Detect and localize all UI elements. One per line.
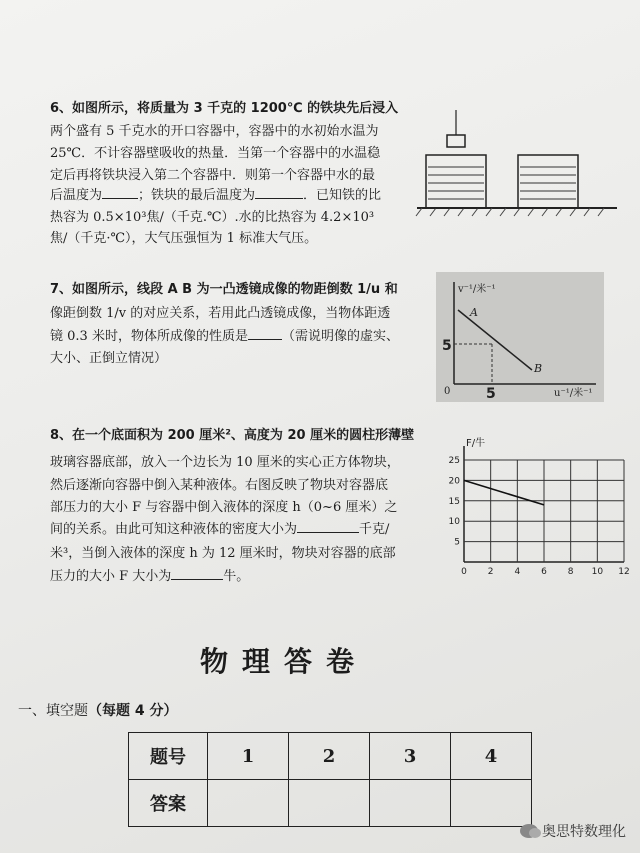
q8-y-tick-3: 20: [448, 476, 460, 487]
q8-blank-2[interactable]: [171, 579, 223, 580]
q8-line-2: 玻璃容器底部，放入一个边长为 10 厘米的实心正方体物块，: [50, 455, 400, 470]
answer-cell-3[interactable]: [370, 780, 451, 827]
q8-line-4: 部压力的大小 F 与容器中倒入液体的深度 h（0~6 厘米）之: [50, 500, 398, 515]
q7-point-b: B: [534, 362, 543, 375]
q7-tick-x: 5: [486, 386, 496, 402]
iron-block: [447, 135, 465, 147]
container-1-water: [428, 167, 484, 199]
section-fill-blank: [18, 700, 178, 720]
container-1: [426, 155, 486, 208]
q8-x-tick-4: 8: [567, 567, 574, 577]
q8-text-a: 间的关系。由此可知这种液体的密度大小为: [50, 522, 298, 537]
q8-text-b: 千克/: [359, 522, 390, 537]
q8-line-5: [50, 522, 389, 538]
q6-line-7: 焦/（千克·℃），大气压强恒为 1 标准大气压。: [50, 231, 318, 246]
answer-table-answer-row: [129, 780, 532, 827]
q8-x-tick-5: 10: [591, 567, 604, 577]
q6-line-3: 25℃．不计容器壁吸收的热量．当第一个容器中的水温稳: [50, 146, 381, 161]
q7-point-a: A: [470, 306, 478, 319]
q7-text-a: 镜 0.3 米时，物体所成像的性质是: [50, 329, 248, 344]
q6-line-4: 定后再将铁块浸入第二个容器中．则第一个容器中水的最: [50, 168, 376, 183]
q8-y-tick-0: 5: [454, 537, 460, 548]
q6-text-a: 后温度为: [50, 188, 103, 203]
q6-line-6: 热容为 0.5×10³焦/（千克.℃）.水的比热容为 4.2×10³: [50, 210, 375, 225]
q8-y-label: F/牛: [466, 438, 486, 449]
answer-sheet-title: 物理答卷: [200, 645, 369, 678]
watermark: [520, 821, 626, 841]
q8-y-tick-2: 15: [448, 496, 460, 507]
q8-text-c: 压力的大小 F 大小为: [50, 569, 172, 584]
answer-cell-4[interactable]: [451, 780, 532, 827]
q8-text-d: 牛。: [223, 569, 250, 584]
row-label: 答案: [129, 780, 208, 827]
ground-hatch: [416, 208, 604, 216]
q6-blank-1[interactable]: [102, 198, 138, 199]
wechat-icon: [520, 824, 538, 838]
question-number-2: 2: [289, 733, 370, 780]
q7-line-3: [50, 329, 399, 345]
question-number-1: 1: [208, 733, 289, 780]
q8-y-tick-1: 10: [448, 517, 460, 528]
q8-x-tick-1: 2: [487, 567, 494, 577]
q8-y-tick-4: 25: [448, 456, 460, 466]
q6-text-b: ；铁块的最后温度为: [138, 188, 256, 203]
q8-x-tick-2: 4: [514, 567, 521, 577]
q7-line-2: 像距倒数 1/v 的对应关系，若用此凸透镜成像，当物体距透: [50, 306, 391, 321]
q6-line-1: 6、如图所示，将质量为 3 千克的 1200℃ 的铁块先后浸入: [50, 101, 399, 116]
q6-line-5: [50, 188, 381, 204]
q7-text-b: （需说明像的虚实、: [281, 329, 399, 344]
q8-x-tick-3: 6: [541, 567, 547, 577]
q8-grid: [464, 446, 624, 562]
q7-x-label: u⁻¹/米⁻¹: [554, 388, 593, 399]
q7-origin: 0: [444, 386, 451, 397]
q7-blank[interactable]: [248, 339, 282, 340]
watermark-text: 奥思特数理化: [542, 824, 626, 840]
q8-line-7: [50, 569, 249, 585]
q7-line-4: 大小、正倒立情况）: [50, 351, 168, 366]
q8-x-tick-0: 0: [461, 567, 467, 577]
q8-line-3: 然后逐渐向容器中倒入某种液体。右图反映了物块对容器底: [50, 478, 389, 493]
q7-y-label: v⁻¹/米⁻¹: [458, 284, 496, 295]
q8-x-tick-6: 12: [618, 567, 630, 577]
q7-tick-y: 5: [442, 338, 452, 354]
section-note: （每题 4 分）: [88, 703, 178, 719]
q8-force-depth-chart: [446, 432, 630, 584]
section-title: 一、填空题: [18, 703, 88, 719]
q8-line-6: 米³，当倒入液体的深度 h 为 12 厘米时，物块对容器的底部: [50, 546, 396, 561]
q8-ticks: [449, 456, 630, 577]
q6-containers-figure: [412, 105, 622, 220]
question-number-4: 4: [451, 733, 532, 780]
q7-graph: [436, 272, 604, 402]
q8-blank-1[interactable]: [297, 532, 359, 533]
answer-cell-1[interactable]: [208, 780, 289, 827]
answer-table-header-row: [129, 733, 532, 780]
answer-cell-2[interactable]: [289, 780, 370, 827]
container-2: [518, 155, 578, 208]
q8-line-1: 8、在一个底面积为 200 厘米²、高度为 20 厘米的圆柱形薄壁: [50, 428, 415, 443]
q7-line-1: 7、如图所示，线段 A B 为一凸透镜成像的物距倒数 1/u 和: [50, 282, 398, 297]
header-label: 题号: [129, 733, 208, 780]
q6-blank-2[interactable]: [255, 198, 303, 199]
q6-line-2: 两个盛有 5 千克水的开口容器中，容器中的水初始水温为: [50, 124, 379, 139]
answer-table: [128, 732, 532, 827]
container-2-water: [520, 167, 576, 199]
q6-text-c: ．已知铁的比: [303, 188, 382, 203]
question-number-3: 3: [370, 733, 451, 780]
